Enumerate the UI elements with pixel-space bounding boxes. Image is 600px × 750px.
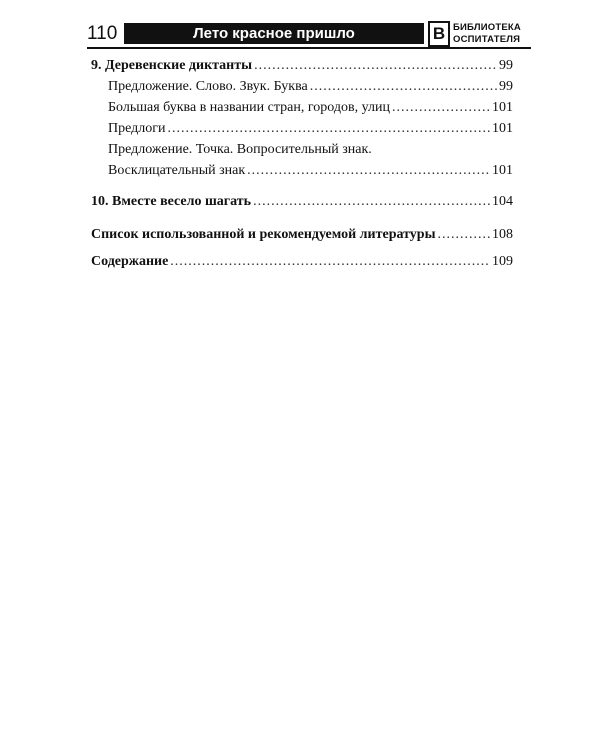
dot-leader [310,77,497,97]
dot-leader [438,225,490,245]
toc-entry-section-10 [91,192,513,212]
toc-entry-literature [91,225,513,245]
dot-leader [253,192,490,212]
toc-entry-capital-letter [108,98,513,118]
toc-entry-label: 10. Вместе весело шагать [91,194,252,209]
series-logo [428,21,532,47]
dot-leader [170,252,490,272]
dot-leader [247,161,490,181]
toc-entry-page: 99 [499,58,513,73]
logo-line-2: ОСПИТАТЕЛЯ [453,34,521,45]
toc-entry-page: 109 [492,254,513,269]
toc-entry-label: Предложение. Слово. Звук. Буква [108,79,308,94]
toc-entry-label: 9. Деревенские диктанты [91,58,253,73]
toc-entry-page: 101 [492,121,513,136]
toc-entry-page: 104 [492,194,513,209]
toc-entry-sentence [108,77,513,97]
running-title: Лето красное пришло [124,23,424,44]
toc-entry-label: Большая буква в названии стран, городов, улиц [108,100,390,115]
toc-entry-section-9 [91,56,513,76]
dot-leader [392,98,490,118]
toc-entry-page: 101 [492,100,513,115]
logo-letter: В [428,21,450,47]
toc-entry-label: Предлоги [108,121,166,136]
toc-entry-page: 108 [492,227,513,242]
dot-leader [254,56,497,76]
page-number: 110 [87,23,118,44]
toc-entry-punctuation [108,161,513,181]
dot-leader [167,119,490,139]
toc-entry-page: 99 [499,79,513,94]
toc-entry-label: Содержание [91,254,169,269]
toc-entry-page: 101 [492,163,513,178]
toc-entry-prepositions [108,119,513,139]
toc-entry-label: Список использованной и рекомендуемой литературы [91,227,436,242]
toc-entry-contents [91,252,513,272]
toc-entry-label: Восклицательный знак [108,163,246,178]
toc-entry-punctuation-line-1: Предложение. Точка. Вопросительный знак. [108,142,372,157]
header-rule [87,47,531,49]
logo-line-1: БИБЛИОТЕКА [453,22,521,33]
page-header [87,21,531,47]
